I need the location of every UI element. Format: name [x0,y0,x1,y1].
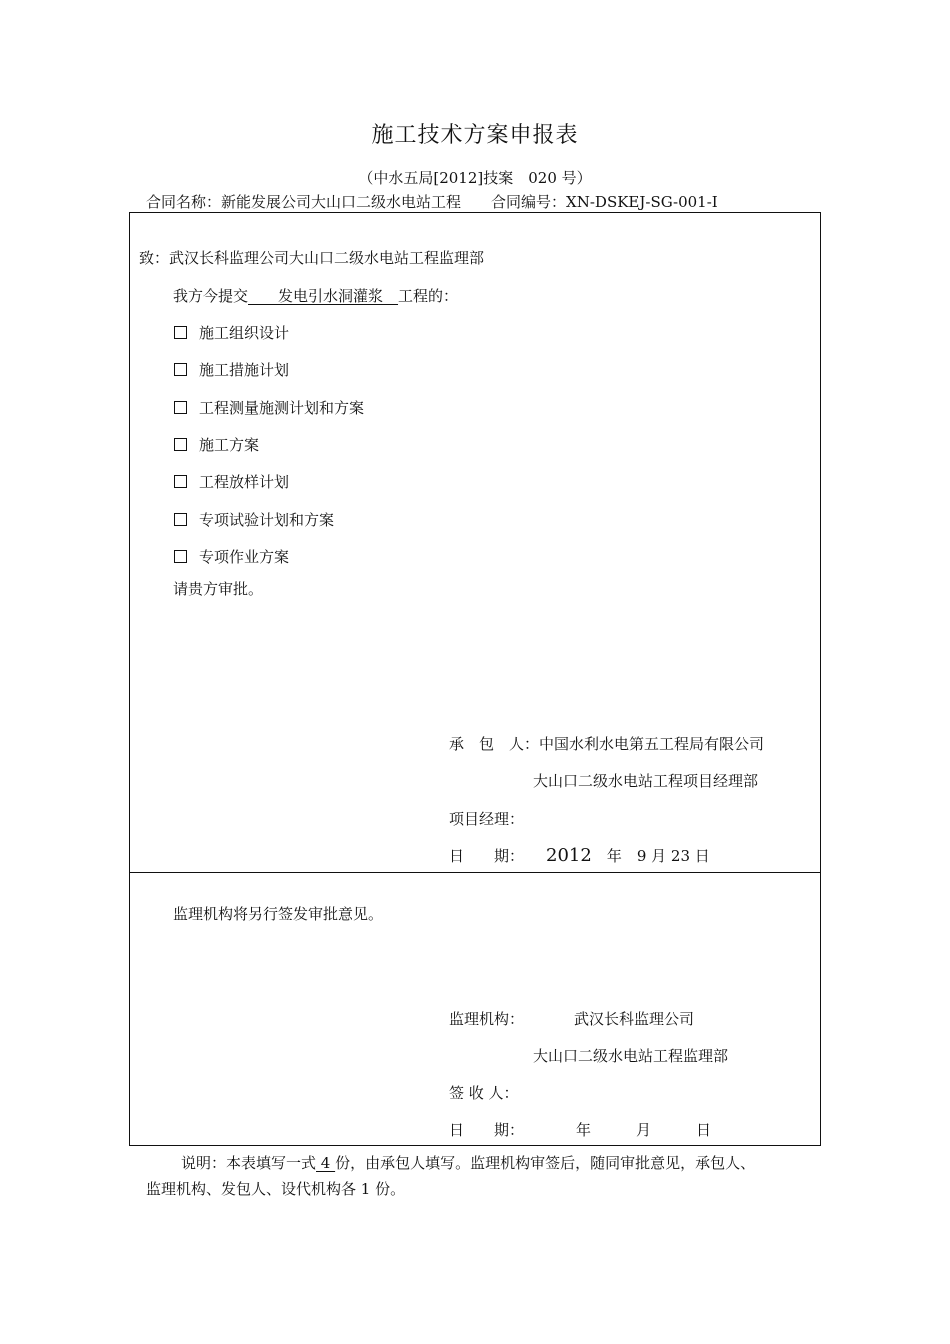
section-divider [129,872,821,873]
checklist-label: 专项作业方案 [199,548,290,566]
checklist-label: 工程测量施测计划和方案 [199,399,365,417]
checklist-item[interactable] [174,434,259,455]
form-table [129,212,821,1146]
contract-name-label: 合同名称： [146,193,222,211]
submit-suffix: 工程的： [398,287,459,305]
supervisor-line [449,1008,694,1029]
submit-line [173,285,458,306]
checkbox[interactable] [174,475,187,488]
date-year: 2012 [546,845,592,866]
note-suffix: 份，由承包人填写。监理机构审签后，随同审批意见，承包人、 [335,1154,756,1172]
checklist-item[interactable] [174,546,289,567]
contract-info-row [146,191,718,212]
checkbox[interactable] [174,513,187,526]
document-number: （中水五局[2012]技案 020 号） [358,169,592,187]
checkbox[interactable] [174,438,187,451]
receiver-label: 签 收 人： [449,1084,519,1102]
request-text: 请贵方审批。 [173,580,264,598]
project-manager-label: 项目经理： [449,810,525,828]
supervisor-label: 监理机构： [449,1010,525,1028]
checkbox[interactable] [174,326,187,339]
copies-count: 4 [316,1154,336,1172]
project-name: 发电引水洞灌浆 [248,287,399,305]
checklist-item[interactable] [174,509,334,530]
supervisor-date [449,1119,711,1140]
checklist-label: 专项试验计划和方案 [199,511,335,529]
contractor-dept: 大山口二级水电站工程项目经理部 [533,772,759,790]
checkbox[interactable] [174,550,187,563]
contractor-date [449,845,710,866]
contractor-name: 中国水利水电第五工程局有限公司 [539,735,765,753]
form-title: 施工技术方案申报表 [371,123,579,148]
checklist-item[interactable] [174,397,364,418]
supervisor-opinion: 监理机构将另行签发审批意见。 [173,905,384,923]
checkbox[interactable] [174,401,187,414]
date-label: 日 期： [449,1121,525,1139]
contract-number-value: XN-DSKEJ-SG-001-Ⅰ [566,193,718,211]
note-prefix: 说明：本表填写一式 [181,1154,317,1172]
checklist-label: 施工措施计划 [199,361,290,379]
supervisor-dept: 大山口二级水电站工程监理部 [533,1047,729,1065]
checklist-item[interactable] [174,359,289,380]
contractor-line [449,733,764,754]
note-line-2: 监理机构、发包人、设代机构各 1 份。 [146,1180,406,1198]
checklist-item[interactable] [174,322,289,343]
supervisor-name: 武汉长科监理公司 [574,1010,695,1028]
checklist-item[interactable] [174,471,289,492]
checklist-label: 工程放样计划 [199,473,290,491]
checklist-label: 施工组织设计 [199,324,290,342]
date-month-day: 年 9 月 23 日 [591,847,710,865]
date-label: 日 期： [449,847,525,865]
checkbox[interactable] [174,363,187,376]
contractor-label: 承 包 人： [449,735,540,753]
submit-prefix: 我方今提交 [173,287,249,305]
date-placeholder: 年 月 日 [576,1121,712,1139]
addressee-line: 致：武汉长科监理公司大山口二级水电站工程监理部 [139,249,485,267]
contract-number-label: 合同编号： [491,193,567,211]
checklist-label: 施工方案 [199,436,260,454]
contract-name-value: 新能发展公司大山口二级水电站工程 [221,193,462,211]
note-line-1 [181,1152,755,1173]
